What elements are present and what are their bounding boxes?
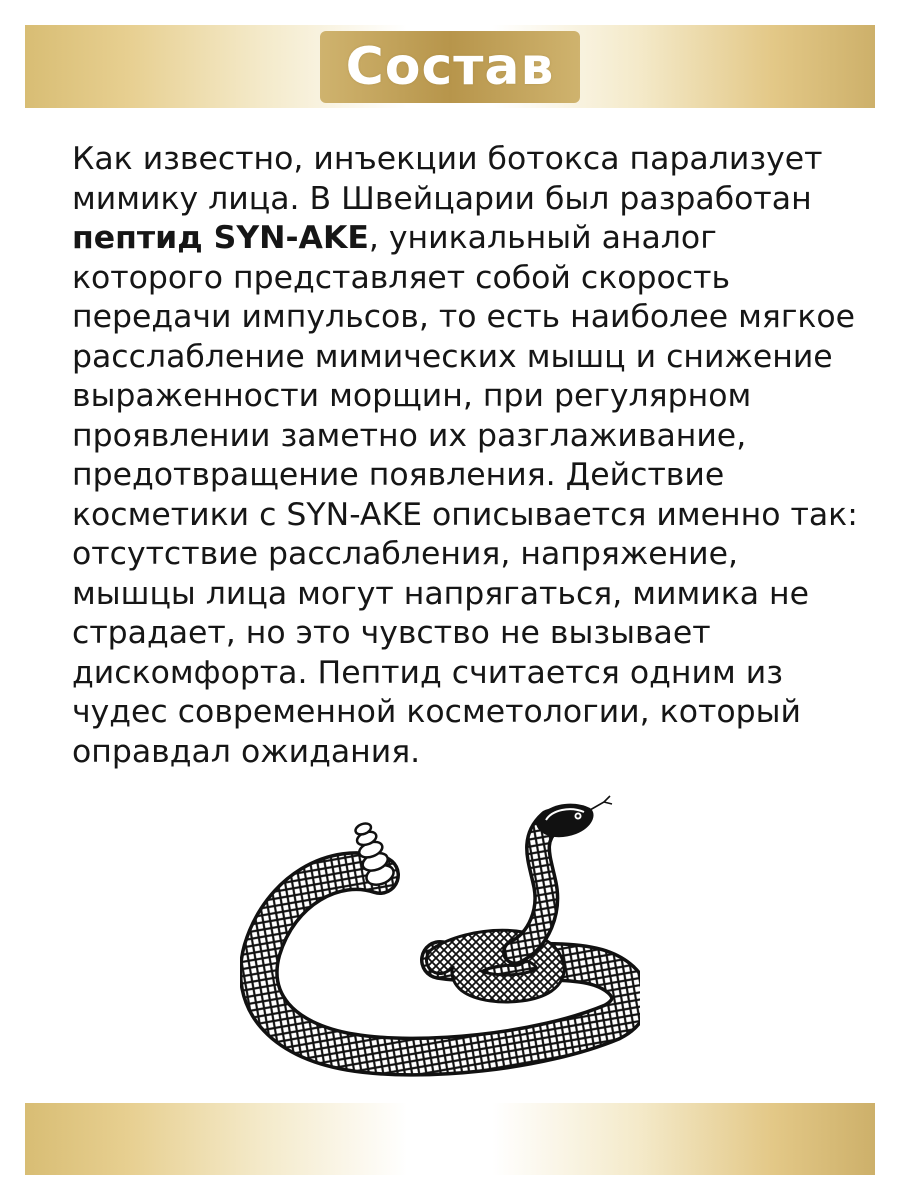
snake-icon <box>240 790 640 1080</box>
footer-banner <box>25 1103 875 1175</box>
page-title: Состав <box>320 31 581 103</box>
description-intro: Как известно, инъекции ботокса парализует мимику лица. В Швейцарии был разработан <box>72 141 823 217</box>
header-banner <box>25 25 875 108</box>
peptide-name: пептид SYN-AKE <box>72 220 369 256</box>
description-rest: , уникальный аналог которого представляет собой скорость передачи импульсов, то есть наиболее мягкое расслабление мимических мышц и снижение выраженности морщин, при регулярном проявлении заметно их разглаживание, предотвращение появления. Действие косметики с SYN-AKE описывается именно так: отсутствие расслабления, напряжение, мышцы лица могут напрягаться, мимика не страдает, но это чувство не вызывает дискомфорта. Пептид считается одним из чудес современной косметологии, который оправдал ожидания. <box>72 220 858 770</box>
description-text <box>72 140 862 772</box>
